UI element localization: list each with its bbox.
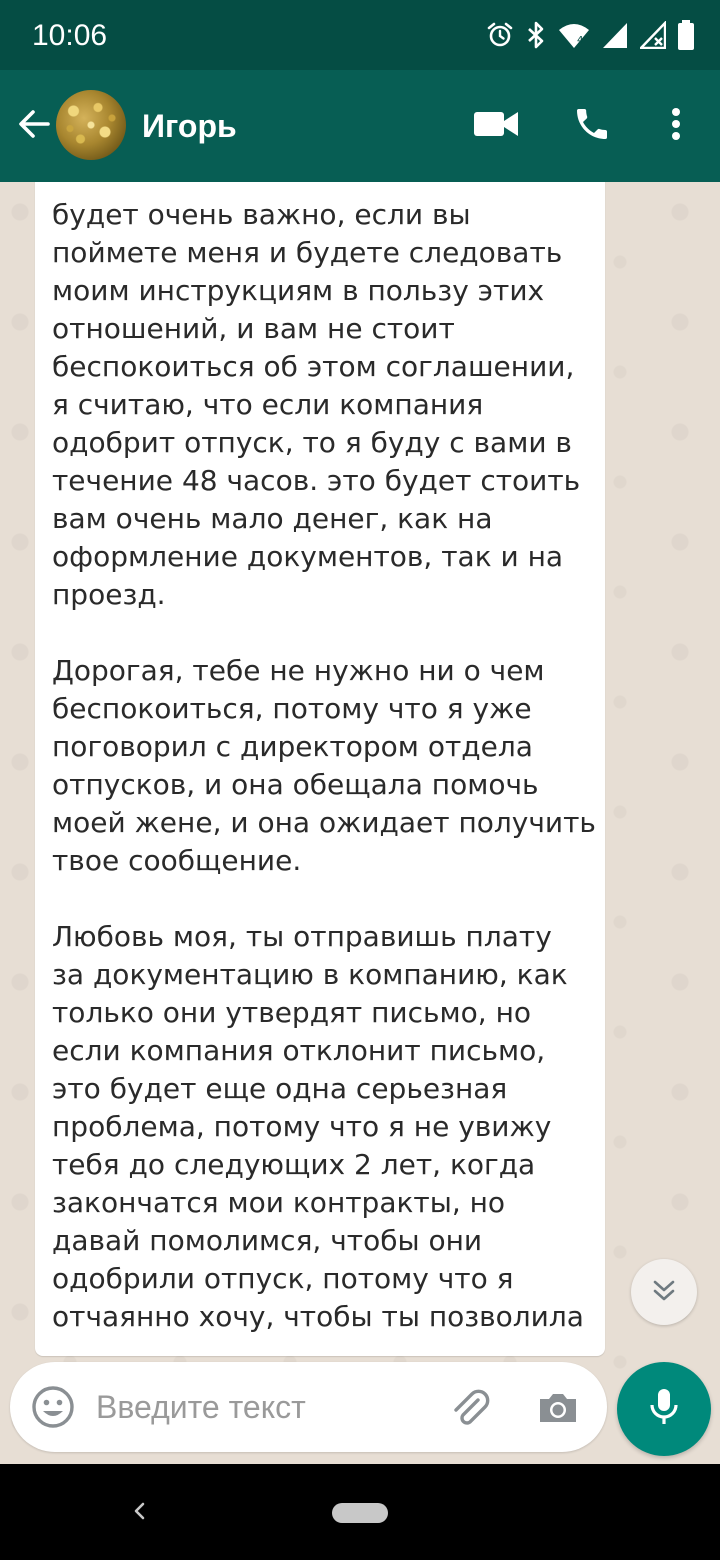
chat-header: [0, 70, 720, 182]
voice-message-button[interactable]: [617, 1362, 711, 1456]
chevron-left-icon: [124, 1513, 154, 1530]
back-arrow-icon: [16, 106, 52, 147]
camera-button[interactable]: [536, 1386, 580, 1430]
avatar[interactable]: [56, 90, 126, 160]
paperclip-icon: [448, 1417, 492, 1434]
system-back-button[interactable]: [124, 1496, 154, 1526]
voice-call-button[interactable]: [566, 100, 618, 152]
more-options-button[interactable]: [650, 100, 702, 152]
status-time: 10:06: [32, 19, 108, 52]
incoming-message-bubble[interactable]: [35, 182, 605, 1356]
status-icons: [486, 18, 694, 52]
signal-no-sim-icon: [640, 21, 666, 49]
attach-button[interactable]: [448, 1386, 492, 1430]
signal-icon: [602, 21, 628, 49]
battery-icon: [678, 20, 694, 50]
emoji-icon: [30, 1417, 76, 1434]
video-call-button[interactable]: [470, 100, 522, 152]
microphone-icon: [648, 1387, 680, 1432]
double-chevron-down-icon: [650, 1276, 678, 1309]
system-navigation-bar: [0, 1464, 720, 1560]
bluetooth-icon: [526, 20, 546, 50]
wifi-icon: [558, 21, 590, 49]
message-text: будет очень важно, если вы поймете меня и будете следовать моим инструкциям в пользу этих отношений, и вам не стоит беспокоиться об этом соглашении, я считаю, что если компания одобрит отпуск, то я буду с вами в течение 48 часов. это будет стоить вам очень мало денег, как на оформление документов, так и на проезд. Дорогая, тебе не нужно ни о чем беспокоиться, потому что я уже поговорил с директором отдела отпусков, и она обещала помочь моей жене, и она ожидает получить твое сообщение. Любовь моя, ты отправишь плату за документацию в компанию, как только они утвердят письмо, но если компания отклонит письмо, это будет еще одна серьезная проблема, потому что я не увижу тебя до следующих 2 лет, когда закончатся мои контракты, но давай помолимся, чтобы они одобрили отпуск, потому что я отчаянно хочу, чтобы ты позволила: [52, 198, 596, 1333]
contact-name[interactable]: Игорь: [142, 108, 237, 144]
back-button[interactable]: [12, 104, 56, 148]
phone-icon: [572, 104, 612, 149]
scroll-to-bottom-button[interactable]: [631, 1259, 697, 1325]
more-vert-icon: [670, 106, 682, 147]
message-composer: [10, 1362, 607, 1452]
status-bar: [0, 0, 720, 70]
video-call-icon: [473, 109, 519, 144]
svg-text:4: 4: [577, 35, 584, 46]
chat-area[interactable]: [0, 182, 720, 1464]
alarm-icon: [486, 21, 514, 49]
system-home-button[interactable]: [332, 1503, 388, 1523]
emoji-button[interactable]: [30, 1384, 76, 1430]
message-input[interactable]: [96, 1380, 416, 1434]
camera-icon: [536, 1417, 580, 1434]
